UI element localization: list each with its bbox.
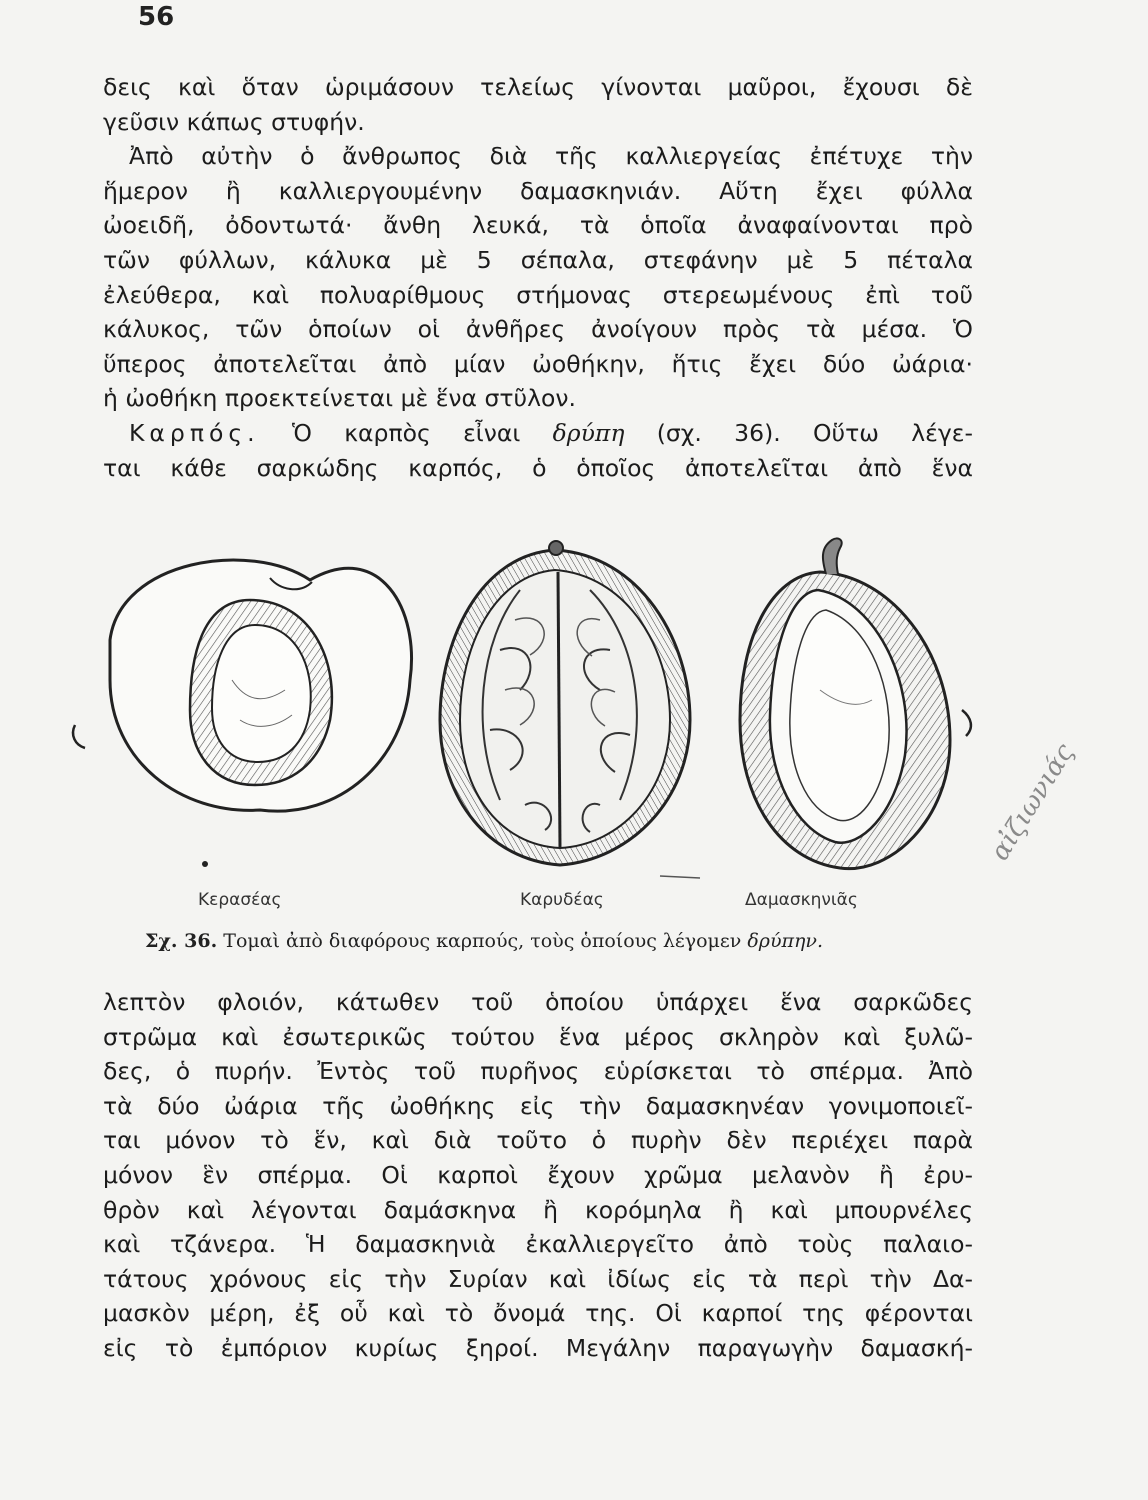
text-line: ἐλεύθερα, καὶ πολυαρίθμους στήμονας στερεωμένους ἐπὶ τοῦ [103,280,973,309]
text-line: στρῶμα καὶ ἐσωτερικῶς τούτου ἕνα μέρος σκληρὸν καὶ ξυλῶ- [103,1022,973,1051]
text-line: τῶν φύλλων, κάλυκα μὲ 5 σέπαλα, στεφάνην μὲ 5 πέταλα [103,245,973,274]
figure-36 [0,530,1148,890]
text-line: εἰς τὸ ἐμπόριον κυρίως ξηροί. Μεγάλην παραγωγὴν δαμασκή- [103,1333,973,1362]
text-line: ἡ ὠοθήκη προεκτείνεται μὲ ἕνα στῦλον. [103,384,577,413]
text-line: ται μόνον τὸ ἕν, καὶ διὰ τοῦτο ὁ πυρὴν δὲν περιέχει παρὰ [103,1126,973,1155]
stray-mark [660,876,700,878]
karpos-heading: Καρπός. [129,418,260,447]
text-line: ὠοειδῆ, ὀδοντωτά· ἄνθη λευκά, τὰ ὁποῖα ἀναφαίνονται πρὸ [103,211,973,240]
text-line: ται κάθε σαρκώδης καρπός, ὁ ὁποῖος ἀποτελεῖται ἀπὸ ἕνα [103,453,973,482]
dot-mark [202,861,208,867]
cherry-section-drawing [73,560,411,811]
handwritten-note: αἰζιωνιάς [985,738,1081,866]
text-line: μασκὸν μέρη, ἐξ οὗ καὶ τὸ ὄνομά της. Οἱ καρποί της φέρονται [103,1299,973,1328]
text-line: τάτους χρόνους εἰς τὴν Συρίαν καὶ ἰδίως εἰς τὰ περὶ τὴν Δα- [103,1264,973,1293]
page-number: 56 [138,2,175,32]
bottom-paragraph [103,985,973,1366]
karpos-line [103,416,973,451]
plum-section-drawing [740,538,971,868]
karpos-text-a: Ὁ καρπὸς εἶναι [291,418,521,447]
text-line: τὰ δύο ὠάρια τῆς ὠοθήκης εἰς τὴν δαμασκηνέαν γονιμοποιεῖ- [103,1091,973,1120]
walnut-section-drawing [440,541,690,865]
label-plum: Δαμασκηνιᾶς [745,890,858,910]
text-line: γεῦσιν κάπως στυφήν. [103,107,365,136]
text-line: λεπτὸν φλοιόν, κάτωθεν τοῦ ὁποίου ὑπάρχει ἕνα σαρκῶδες [103,988,973,1016]
caption-prefix: Σχ. 36. [145,930,218,952]
text-line: κάλυκος, τῶν ὁποίων οἱ ἀνθῆρες ἀνοίγουν πρὸς τὰ μέσα. Ὁ [103,315,973,344]
figure-caption [145,930,965,952]
top-paragraphs [103,70,973,485]
text-line: δες, ὁ πυρήν. Ἐντὸς τοῦ πυρῆνος εὑρίσκεται τὸ σπέρμα. Ἀπὸ [103,1057,973,1086]
text-line: ὕπερος ἀποτελεῖται ἀπὸ μίαν ὠοθήκην, ἥτις ἔχει δύο ὠάρια· [103,349,973,378]
label-cherry: Κερασέας [198,890,282,910]
text-line: θρὸν καὶ λέγονται δαμάσκηνα ἢ κορόμηλα ἢ καὶ μπουρνέλες [103,1195,973,1224]
text-line: μόνον ἓν σπέρμα. Οἱ καρποὶ ἔχουν χρῶμα μελανὸν ἢ ἐρυ- [103,1160,973,1189]
text-line: καὶ τζάνερα. Ἡ δαμασκηνιὰ ἐκαλλιεργεῖτο ἀπὸ τοὺς παλαιο- [103,1230,973,1259]
text-line: δεις καὶ ὅταν ὡριμάσουν τελείως γίνονται μαῦροι, ἔχουσι δὲ [103,73,973,101]
karpos-term: δρύπη [552,418,625,447]
label-walnut: Καρυδέας [520,890,604,910]
fruit-sections-illustration [0,530,1148,890]
text-line: ἥμερον ἢ καλλιεργουμένην δαμασκηνιάν. Αὕτη ἔχει φύλλα [103,176,973,205]
caption-text: Τομαὶ ἀπὸ διαφόρους καρπούς, τοὺς ὁποίους λέγομεν [223,930,742,952]
text-line: Ἀπὸ αὐτὴν ὁ ἄνθρωπος διὰ τῆς καλλιεργείας ἐπέτυχε τὴν [129,142,973,171]
caption-term: δρύπην. [747,930,823,952]
karpos-text-b: (σχ. 36). Οὕτω λέγε- [656,418,973,447]
